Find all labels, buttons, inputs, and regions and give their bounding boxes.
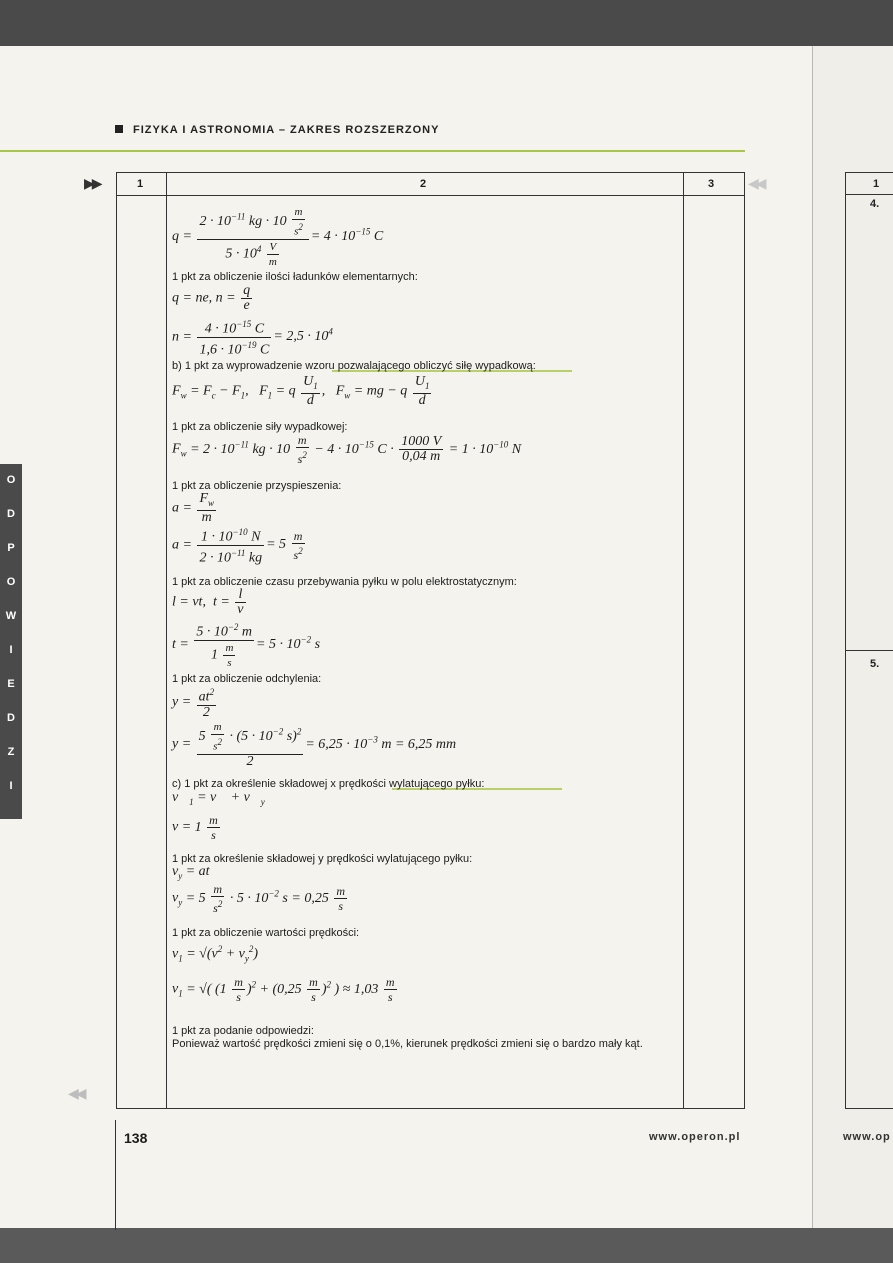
section-label: 1 pkt za podanie odpowiedzi: xyxy=(172,1025,314,1037)
header-rule xyxy=(0,150,745,152)
right-page-col-number: 1 xyxy=(873,178,880,190)
side-tab-letter: I xyxy=(9,780,13,792)
formula-v1-value: $v_1$ = √( (1 $\frac{m}{s}$ )$^2$ + (0,25 $\frac{m}{s}$ )$^2$ ) ≈ 1,03 $\frac{m}{s}$ xyxy=(172,975,395,1004)
formula-t-value: t = $5 \cdot 10^{-2}$ m 1 $\frac{m}{s}$ = $5 \cdot 10^{-2}$ s xyxy=(172,622,321,669)
formula-n-value: n = $\frac{4 \cdot 10^{-15} C}{1,6 \cdot 10^{-19} C}$ = $2,5 \cdot 10^4$ xyxy=(172,319,333,358)
formula-v1-definition: $v_1 = √(v^2 + v_y^2)$ xyxy=(172,944,259,964)
section-label: 1 pkt za obliczenie przyspieszenia: xyxy=(172,480,342,492)
formula-fw-derivation: $F_w = F_c - F_1$, $F_1 = q$ $\frac{U_1}{d}$ , $F_w$ = mg − q $\frac{U_1}{d}$ xyxy=(172,374,430,408)
section-label: 1 pkt za obliczenie wartości prędkości: xyxy=(172,927,360,939)
section-label: 1 pkt za obliczenie odchylenia: xyxy=(172,673,322,685)
formula-a-definition: a = $\frac{F_w}{m}$ xyxy=(172,491,215,525)
table-column-divider xyxy=(683,173,684,1108)
table-header-rule xyxy=(117,195,744,196)
side-tab-letter: W xyxy=(5,610,17,622)
formula-y-value: y = 5 $\frac{m}{s^2}$ · ($5 \cdot 10^{-2}$ s)$^2$ 2 = $6,25 \cdot 10^{-3}$ m = 6,25 mm xyxy=(172,721,457,769)
side-tab-letter: Z xyxy=(7,746,15,758)
double-arrow-icon: ▶▶ xyxy=(84,175,100,191)
side-tab-letter: E xyxy=(7,678,15,690)
side-tab-letter: O xyxy=(6,474,16,486)
ghost-arrow-icon: ◀◀ xyxy=(68,1085,84,1101)
formula-fw-value: $F_w = 2 \cdot 10^{-11}$ kg · 10 $\frac{m}{s^2}$ − $4 \cdot 10^{-15}$ C · $\frac{1000 V}{0,04 m}$ = $1 \cdot 10^{-10}$ N xyxy=(172,433,522,466)
section-label: b) 1 pkt za wyprowadzenie wzoru pozwalającego obliczyć siłę wypadkową: xyxy=(172,360,536,372)
section-label: 1 pkt za obliczenie czasu przebywania pyłku w polu elektrostatycznym: xyxy=(172,576,517,588)
side-tab-letter: D xyxy=(7,508,15,520)
section-label: c) 1 pkt za określenie składowej x prędkości wylatującego pyłku: xyxy=(172,778,485,790)
table-header-col2: 2 xyxy=(420,178,427,190)
scan-top-edge xyxy=(0,0,893,46)
scan-bottom-edge xyxy=(0,1228,893,1263)
page-number: 138 xyxy=(124,1130,148,1146)
section-label: 1 pkt za obliczenie siły wypadkowej: xyxy=(172,421,348,433)
formula-vy-definition: $v_y$ = at xyxy=(172,864,210,881)
ghost-arrow-icon: ◀◀ xyxy=(748,175,764,191)
formula-q-ne: q = ne, n = $\frac{q}{e}$ xyxy=(172,283,251,313)
table-column-divider xyxy=(166,173,167,1108)
table-header-col1: 1 xyxy=(137,178,144,190)
formula-a-value: a = $\frac{1 \cdot 10^{-10} N}{2 \cdot 10^{-11} kg}$ = 5 $\frac{m}{s^2}$ xyxy=(172,527,303,566)
side-tab-letter: D xyxy=(7,712,15,724)
right-page-url: www.op xyxy=(843,1131,891,1143)
page-header xyxy=(115,124,439,136)
side-tab-odpowiedzi xyxy=(0,464,22,819)
right-page-task-number: 4. xyxy=(870,198,880,210)
side-tab-letter: I xyxy=(9,644,13,656)
header-square-icon xyxy=(115,125,123,133)
right-page-row-rule xyxy=(845,650,893,651)
formula-vy-value: $v_y = 5$ $\frac{m}{s^2}$ · $5 \cdot 10^{-2}$ s = 0,25 $\frac{m}{s}$ xyxy=(172,882,345,915)
page-header-title: FIZYKA I ASTRONOMIA – ZAKRES ROZSZERZONY xyxy=(133,124,440,136)
right-page-table xyxy=(845,172,893,1109)
right-page-task-number: 5. xyxy=(870,658,880,670)
side-tab-letter: P xyxy=(7,542,15,554)
formula-vx-value: v = 1 $\frac{m}{s}$ xyxy=(172,813,218,842)
section-label: 1 pkt za obliczenie ilości ładunków elementarnych: xyxy=(172,271,418,283)
section-label: 1 pkt za określenie składowej y prędkości wylatującego pyłku: xyxy=(172,853,473,865)
final-answer: Ponieważ wartość prędkości zmieni się o 0,1%, kierunek prędkości zmieni się o bardzo mały kąt. xyxy=(172,1038,643,1050)
publisher-url: www.operon.pl xyxy=(649,1131,741,1143)
side-tab-letter: O xyxy=(6,576,16,588)
table-header-col3: 3 xyxy=(708,178,715,190)
right-page-header-rule xyxy=(845,194,893,195)
formula-q-charge: q = $2 \cdot 10^{-11}$ kg · 10 $\frac{m}{s^2}$ $5 \cdot 10^4$ $\frac{V}{m}$ = $4 \cdot 10^{-15}$ C xyxy=(172,206,384,268)
footer-rule xyxy=(115,1120,116,1230)
formula-t-definition: l = vt, t = $\frac{l}{v}$ xyxy=(172,587,244,617)
formula-v1-vector: $v⃗_1$ = v⃗ + $v⃗_y$ xyxy=(172,790,265,807)
formula-y-definition: y = $\frac{at^2}{2}$ xyxy=(172,687,215,720)
